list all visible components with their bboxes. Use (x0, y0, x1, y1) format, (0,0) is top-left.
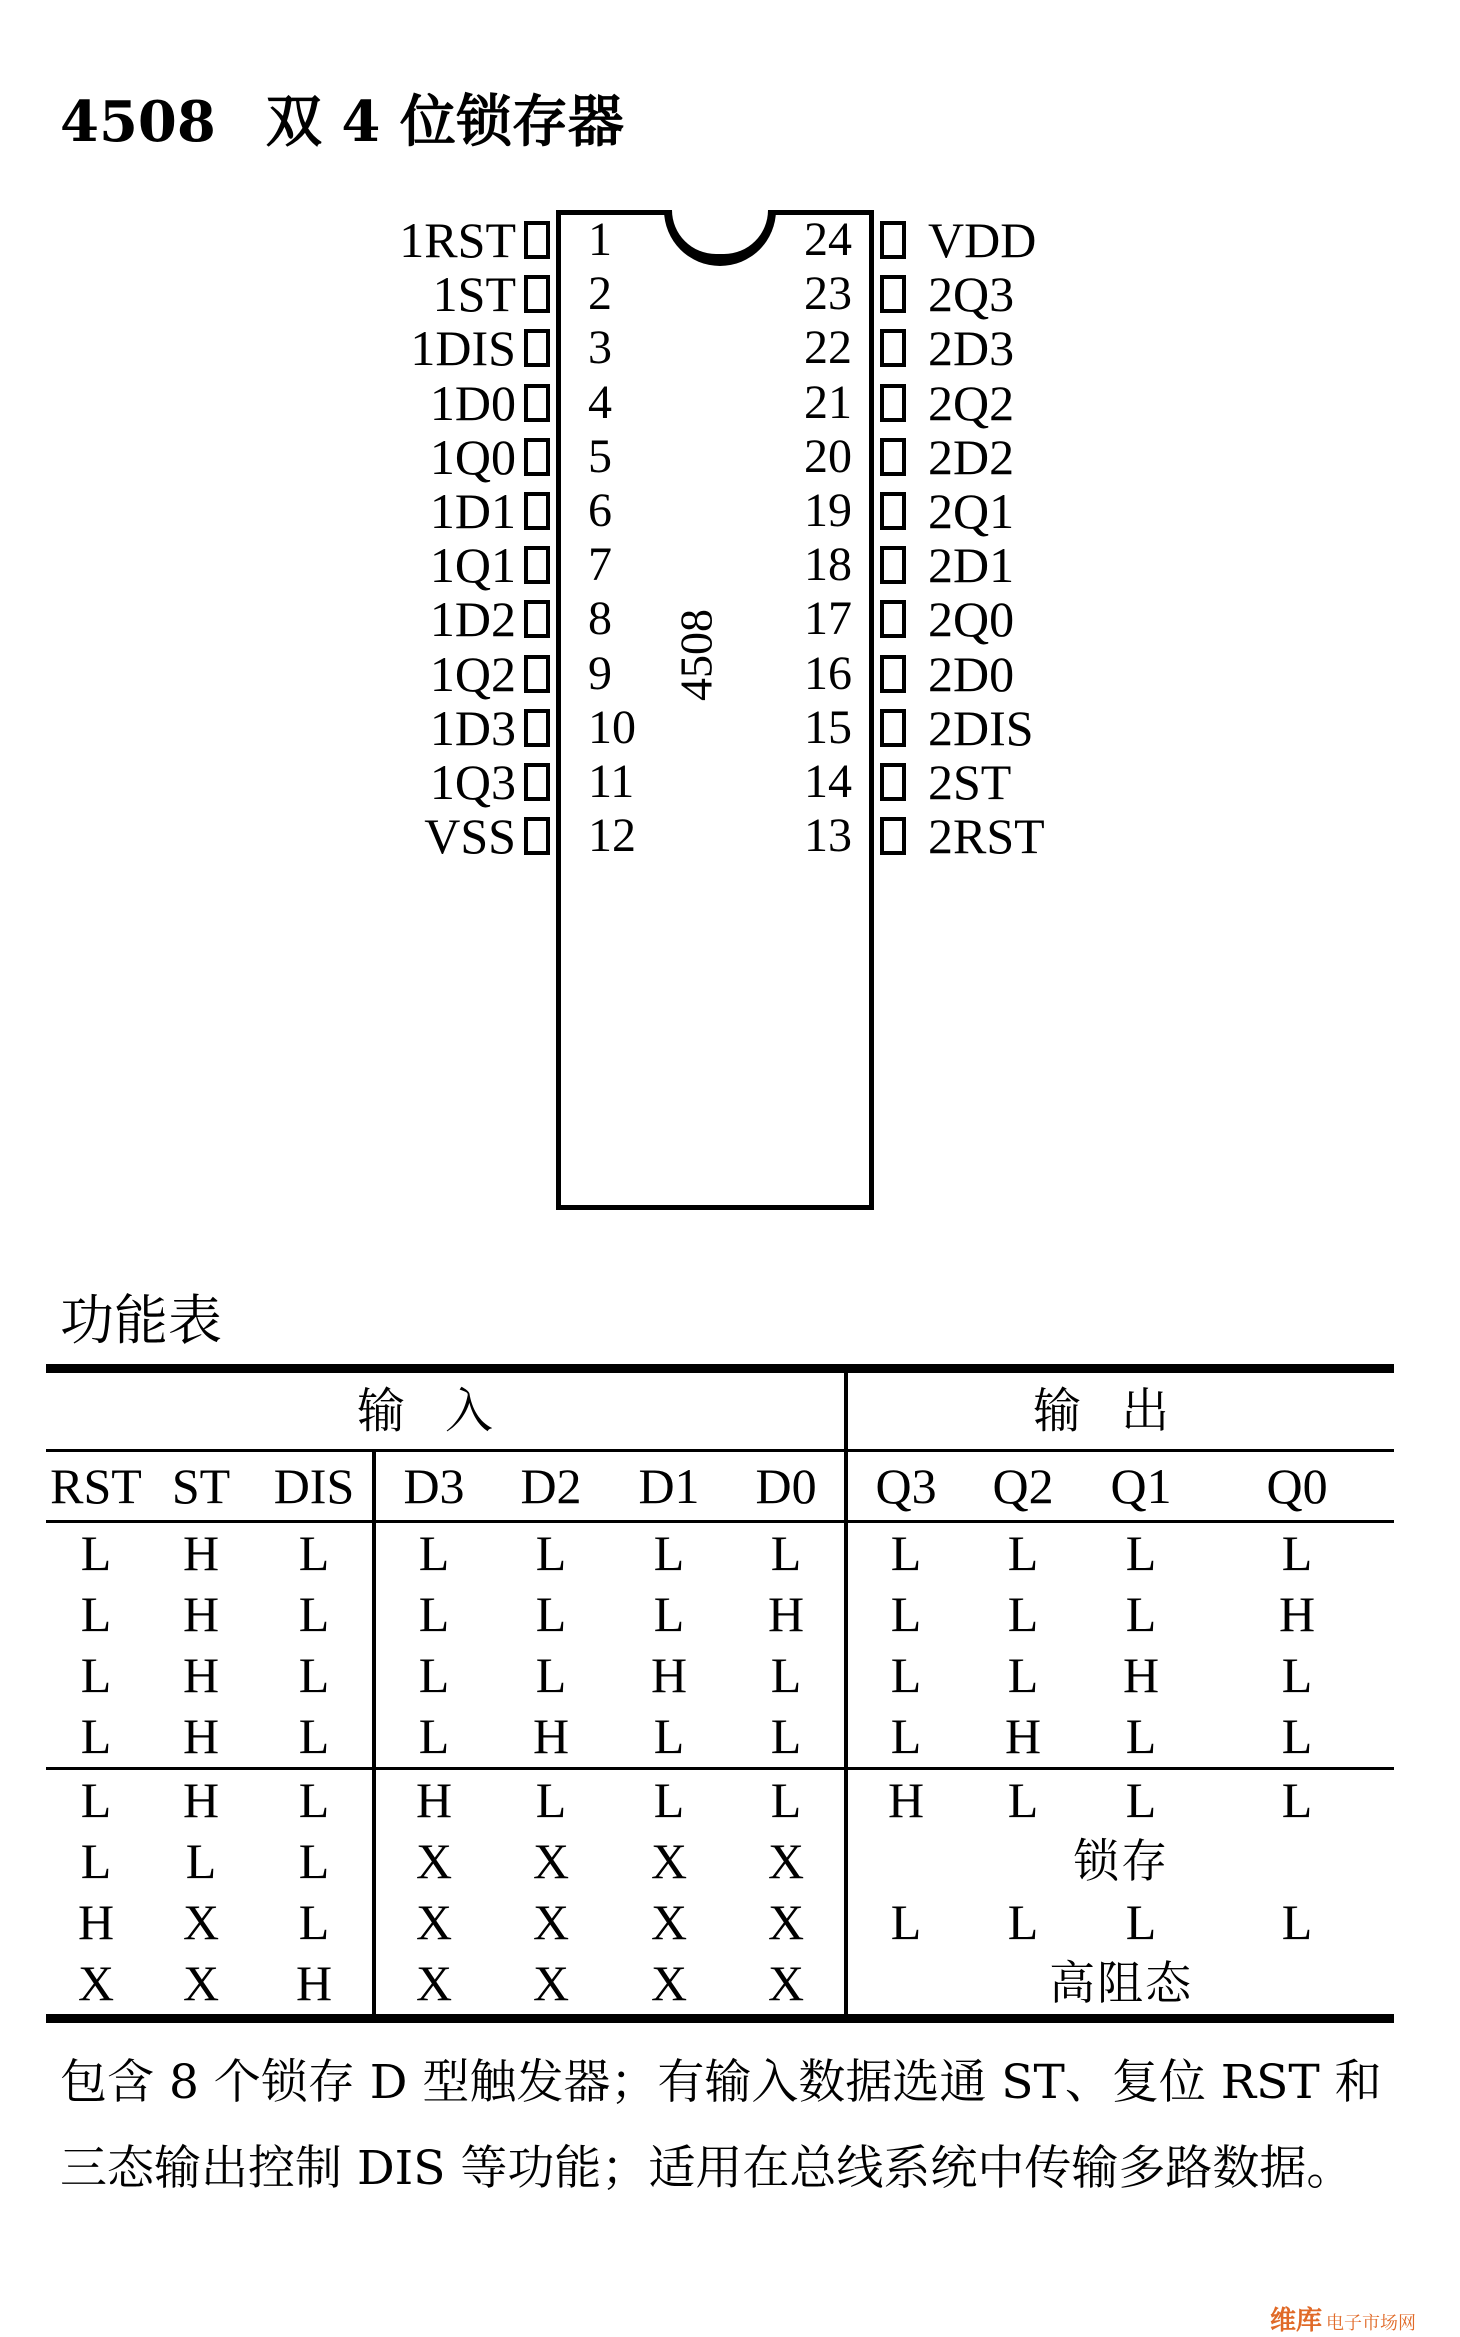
table-cell: L (80, 1525, 112, 1581)
table-cell: L (80, 1833, 112, 1889)
table-cell: L (298, 1894, 330, 1950)
table-cell: L (80, 1647, 112, 1703)
pin-name: 2DIS (928, 699, 1034, 756)
table-cell: X (532, 1955, 570, 2011)
column-header-d2: D2 (492, 1451, 610, 1522)
column-header-d3: D3 (374, 1451, 492, 1522)
table-cell: L (1007, 1894, 1039, 1950)
table-cell: L (1200, 1769, 1394, 1832)
table-cell: X (650, 1955, 688, 2011)
pin-pad (880, 546, 906, 584)
table-cell: H (182, 1586, 220, 1642)
table-cell: X (532, 1833, 570, 1889)
table-cell: L (1125, 1894, 1157, 1950)
pin-name: 1D0 (429, 374, 516, 431)
table-column-headers (46, 1451, 1394, 1522)
table-cell: L (298, 1708, 330, 1764)
table-row (46, 1522, 1394, 1585)
table-cell: L (535, 1525, 567, 1581)
pin-number: 22 (804, 321, 852, 375)
column-header-d0: D0 (728, 1451, 846, 1522)
table-cell: L (653, 1708, 685, 1764)
pin-name: 2D3 (928, 320, 1015, 377)
output-state-note: 锁存 (846, 1831, 1394, 1892)
table-cell: L (80, 1708, 112, 1764)
table-cell: L (846, 1706, 964, 1769)
table-cell: X (182, 1955, 220, 2011)
pin-number: 21 (804, 375, 852, 429)
table-row (46, 1645, 1394, 1706)
pin-number: 17 (804, 592, 852, 646)
pin-number: 1 (588, 213, 612, 266)
table-cell: X (374, 1892, 492, 1953)
pin-name: 2D1 (928, 537, 1015, 594)
table-cell: L (298, 1525, 330, 1581)
table-cell: L (846, 1522, 964, 1585)
table-cell: L (964, 1769, 1082, 1832)
pin-pad (880, 492, 906, 530)
table-cell: H (767, 1586, 805, 1642)
table-row (46, 1584, 1394, 1645)
chip-label: 4508 (670, 609, 722, 701)
pin-number: 2 (588, 267, 612, 321)
pin-pad (880, 221, 906, 259)
pin-number: 18 (804, 538, 852, 592)
pin-name: 2D2 (928, 428, 1015, 485)
column-header-q3: Q3 (846, 1451, 964, 1522)
title-name: 双 4 位锁存器 (265, 89, 624, 155)
pin-number: 6 (588, 484, 612, 537)
pin-name: 2Q0 (928, 591, 1015, 648)
table-cell: X (374, 1831, 492, 1892)
pin-pad (880, 709, 906, 747)
pin-number: 14 (804, 755, 852, 808)
pin-pad (880, 817, 906, 855)
pin-name: 1Q3 (429, 754, 516, 810)
pin-name: 1Q0 (429, 428, 516, 485)
pin-name: VSS (424, 808, 516, 865)
table-cell: L (846, 1584, 964, 1645)
pin-number: 5 (588, 429, 612, 483)
table-cell: X (532, 1894, 570, 1950)
pin-name: 2RST (928, 808, 1045, 865)
table-cell: L (1125, 1708, 1157, 1764)
pin-number: 16 (804, 646, 852, 700)
table-cell: L (1281, 1708, 1313, 1764)
pin-name: 2Q2 (928, 374, 1015, 431)
function-table-title: 功能表 (60, 1289, 222, 1352)
table-cell: L (298, 1833, 330, 1889)
table-cell: X (767, 1894, 805, 1950)
table-cell: L (1125, 1586, 1157, 1642)
table-cell: H (1279, 1586, 1316, 1642)
watermark-logo (1270, 2300, 1416, 2337)
pin-pad (880, 329, 906, 367)
table-cell: L (185, 1833, 217, 1889)
pin-name: 2Q3 (928, 266, 1015, 323)
pin-number: 3 (588, 321, 612, 375)
pin-number: 24 (804, 213, 852, 266)
table-cell: H (532, 1708, 570, 1764)
pin-name: 2Q1 (928, 483, 1015, 539)
table-cell: L (1007, 1586, 1039, 1642)
table-cell: L (653, 1525, 685, 1581)
pin-number: 7 (588, 538, 612, 592)
table-cell: L (1082, 1769, 1200, 1832)
table-cell: H (295, 1955, 333, 2011)
outputs-group-header: 输出 (846, 1369, 1394, 1451)
inputs-group-header: 输入 (46, 1369, 846, 1451)
table-cell: L (298, 1647, 330, 1703)
pin-name: 1RST (399, 212, 516, 268)
table-cell: L (298, 1586, 330, 1642)
table-cell: L (80, 1586, 112, 1642)
table-cell: H (374, 1769, 492, 1832)
pin-pad (880, 600, 906, 638)
table-cell: H (650, 1647, 688, 1703)
table-cell: L (770, 1708, 802, 1764)
column-header-q1: Q1 (1082, 1451, 1200, 1522)
table-cell: L (1007, 1525, 1039, 1581)
table-row (46, 1831, 1394, 1892)
table-cell: X (767, 1833, 805, 1889)
pin-number: 12 (588, 809, 636, 863)
table-body (46, 1522, 1394, 2019)
table-row (46, 1953, 1394, 2019)
pin-number: 19 (804, 484, 852, 537)
column-header-q0: Q0 (1200, 1451, 1394, 1522)
pin-number: 13 (804, 809, 852, 863)
column-header-dis: DIS (256, 1451, 374, 1522)
column-header-st: ST (146, 1451, 256, 1522)
pin-name: 2ST (928, 754, 1012, 810)
pin-name: 1D3 (429, 699, 516, 756)
table-cell: L (846, 1892, 964, 1953)
table-cell: L (46, 1769, 146, 1832)
table-cell: L (374, 1584, 492, 1645)
pin-name: 1DIS (410, 320, 516, 377)
table-cell: L (1007, 1647, 1039, 1703)
table-cell: L (1281, 1894, 1313, 1950)
pin-pad (880, 275, 906, 313)
watermark-sub: 电子市场网 (1326, 2313, 1417, 2334)
page-title (60, 78, 624, 158)
pin-13 (0, 801, 1460, 871)
table-cell: L (374, 1645, 492, 1706)
table-row (46, 1892, 1394, 1953)
column-header-rst: RST (46, 1451, 146, 1522)
pin-name: 1D1 (429, 483, 516, 539)
table-cell: L (535, 1586, 567, 1642)
table-cell: X (767, 1955, 805, 2011)
pin-name: 1Q2 (429, 645, 516, 702)
table-cell: L (770, 1525, 802, 1581)
table-cell: X (650, 1894, 688, 1950)
pin-number: 11 (588, 755, 635, 808)
table-cell: H (1005, 1708, 1042, 1764)
table-cell: H (1123, 1647, 1160, 1703)
pin-pad (880, 763, 906, 801)
pin-name: 2D0 (928, 645, 1015, 702)
title-part-number: 4508 (60, 89, 216, 155)
table-cell: H (146, 1769, 256, 1832)
table-cell: X (650, 1833, 688, 1889)
table-cell: L (1281, 1647, 1313, 1703)
pin-number: 10 (588, 700, 636, 754)
pin-pad (880, 438, 906, 476)
table-cell: L (535, 1647, 567, 1703)
pin-name: 1Q1 (429, 537, 516, 594)
table-cell: L (256, 1769, 374, 1832)
output-state-note: 高阻态 (846, 1953, 1394, 2019)
description-text: 包含 8 个锁存 D 型触发器；有输入数据选通 ST、复位 RST 和三态输出控制 DIS 等功能；适用在总线系统中传输多路数据。 (60, 2055, 1382, 2196)
watermark-brand: 维库 (1270, 2306, 1323, 2336)
pin-name: 1ST (432, 266, 516, 323)
table-cell: L (492, 1769, 610, 1832)
table-cell: L (374, 1522, 492, 1585)
table-cell: L (1281, 1525, 1313, 1581)
pin-number: 9 (588, 646, 612, 700)
pin-number: 8 (588, 592, 612, 646)
table-group-header (46, 1369, 1394, 1451)
table-row (46, 1769, 1394, 1832)
pin-name: VDD (928, 212, 1037, 268)
table-cell: H (182, 1647, 220, 1703)
pin-pad (880, 384, 906, 422)
pin-number: 23 (804, 267, 852, 321)
table-cell: X (77, 1955, 115, 2011)
column-header-q2: Q2 (964, 1451, 1082, 1522)
table-cell: L (1125, 1525, 1157, 1581)
pin-number: 15 (804, 700, 852, 754)
table-cell: X (374, 1953, 492, 2019)
pin-pad (880, 655, 906, 693)
table-cell: H (846, 1769, 964, 1832)
pin-name: 1D2 (429, 591, 516, 648)
table-cell: H (182, 1525, 220, 1581)
table-cell: L (846, 1645, 964, 1706)
table-cell: H (182, 1708, 220, 1764)
column-header-d1: D1 (610, 1451, 728, 1522)
table-cell: L (374, 1706, 492, 1769)
function-table (46, 1364, 1394, 2023)
table-cell: L (610, 1769, 728, 1832)
table-cell: L (653, 1586, 685, 1642)
table-cell: X (182, 1894, 220, 1950)
pin-number: 20 (804, 429, 852, 483)
pin-number: 4 (588, 375, 612, 429)
table-cell: L (728, 1769, 846, 1832)
table-cell: L (770, 1647, 802, 1703)
table-row (46, 1706, 1394, 1769)
table-cell: H (77, 1894, 115, 1950)
